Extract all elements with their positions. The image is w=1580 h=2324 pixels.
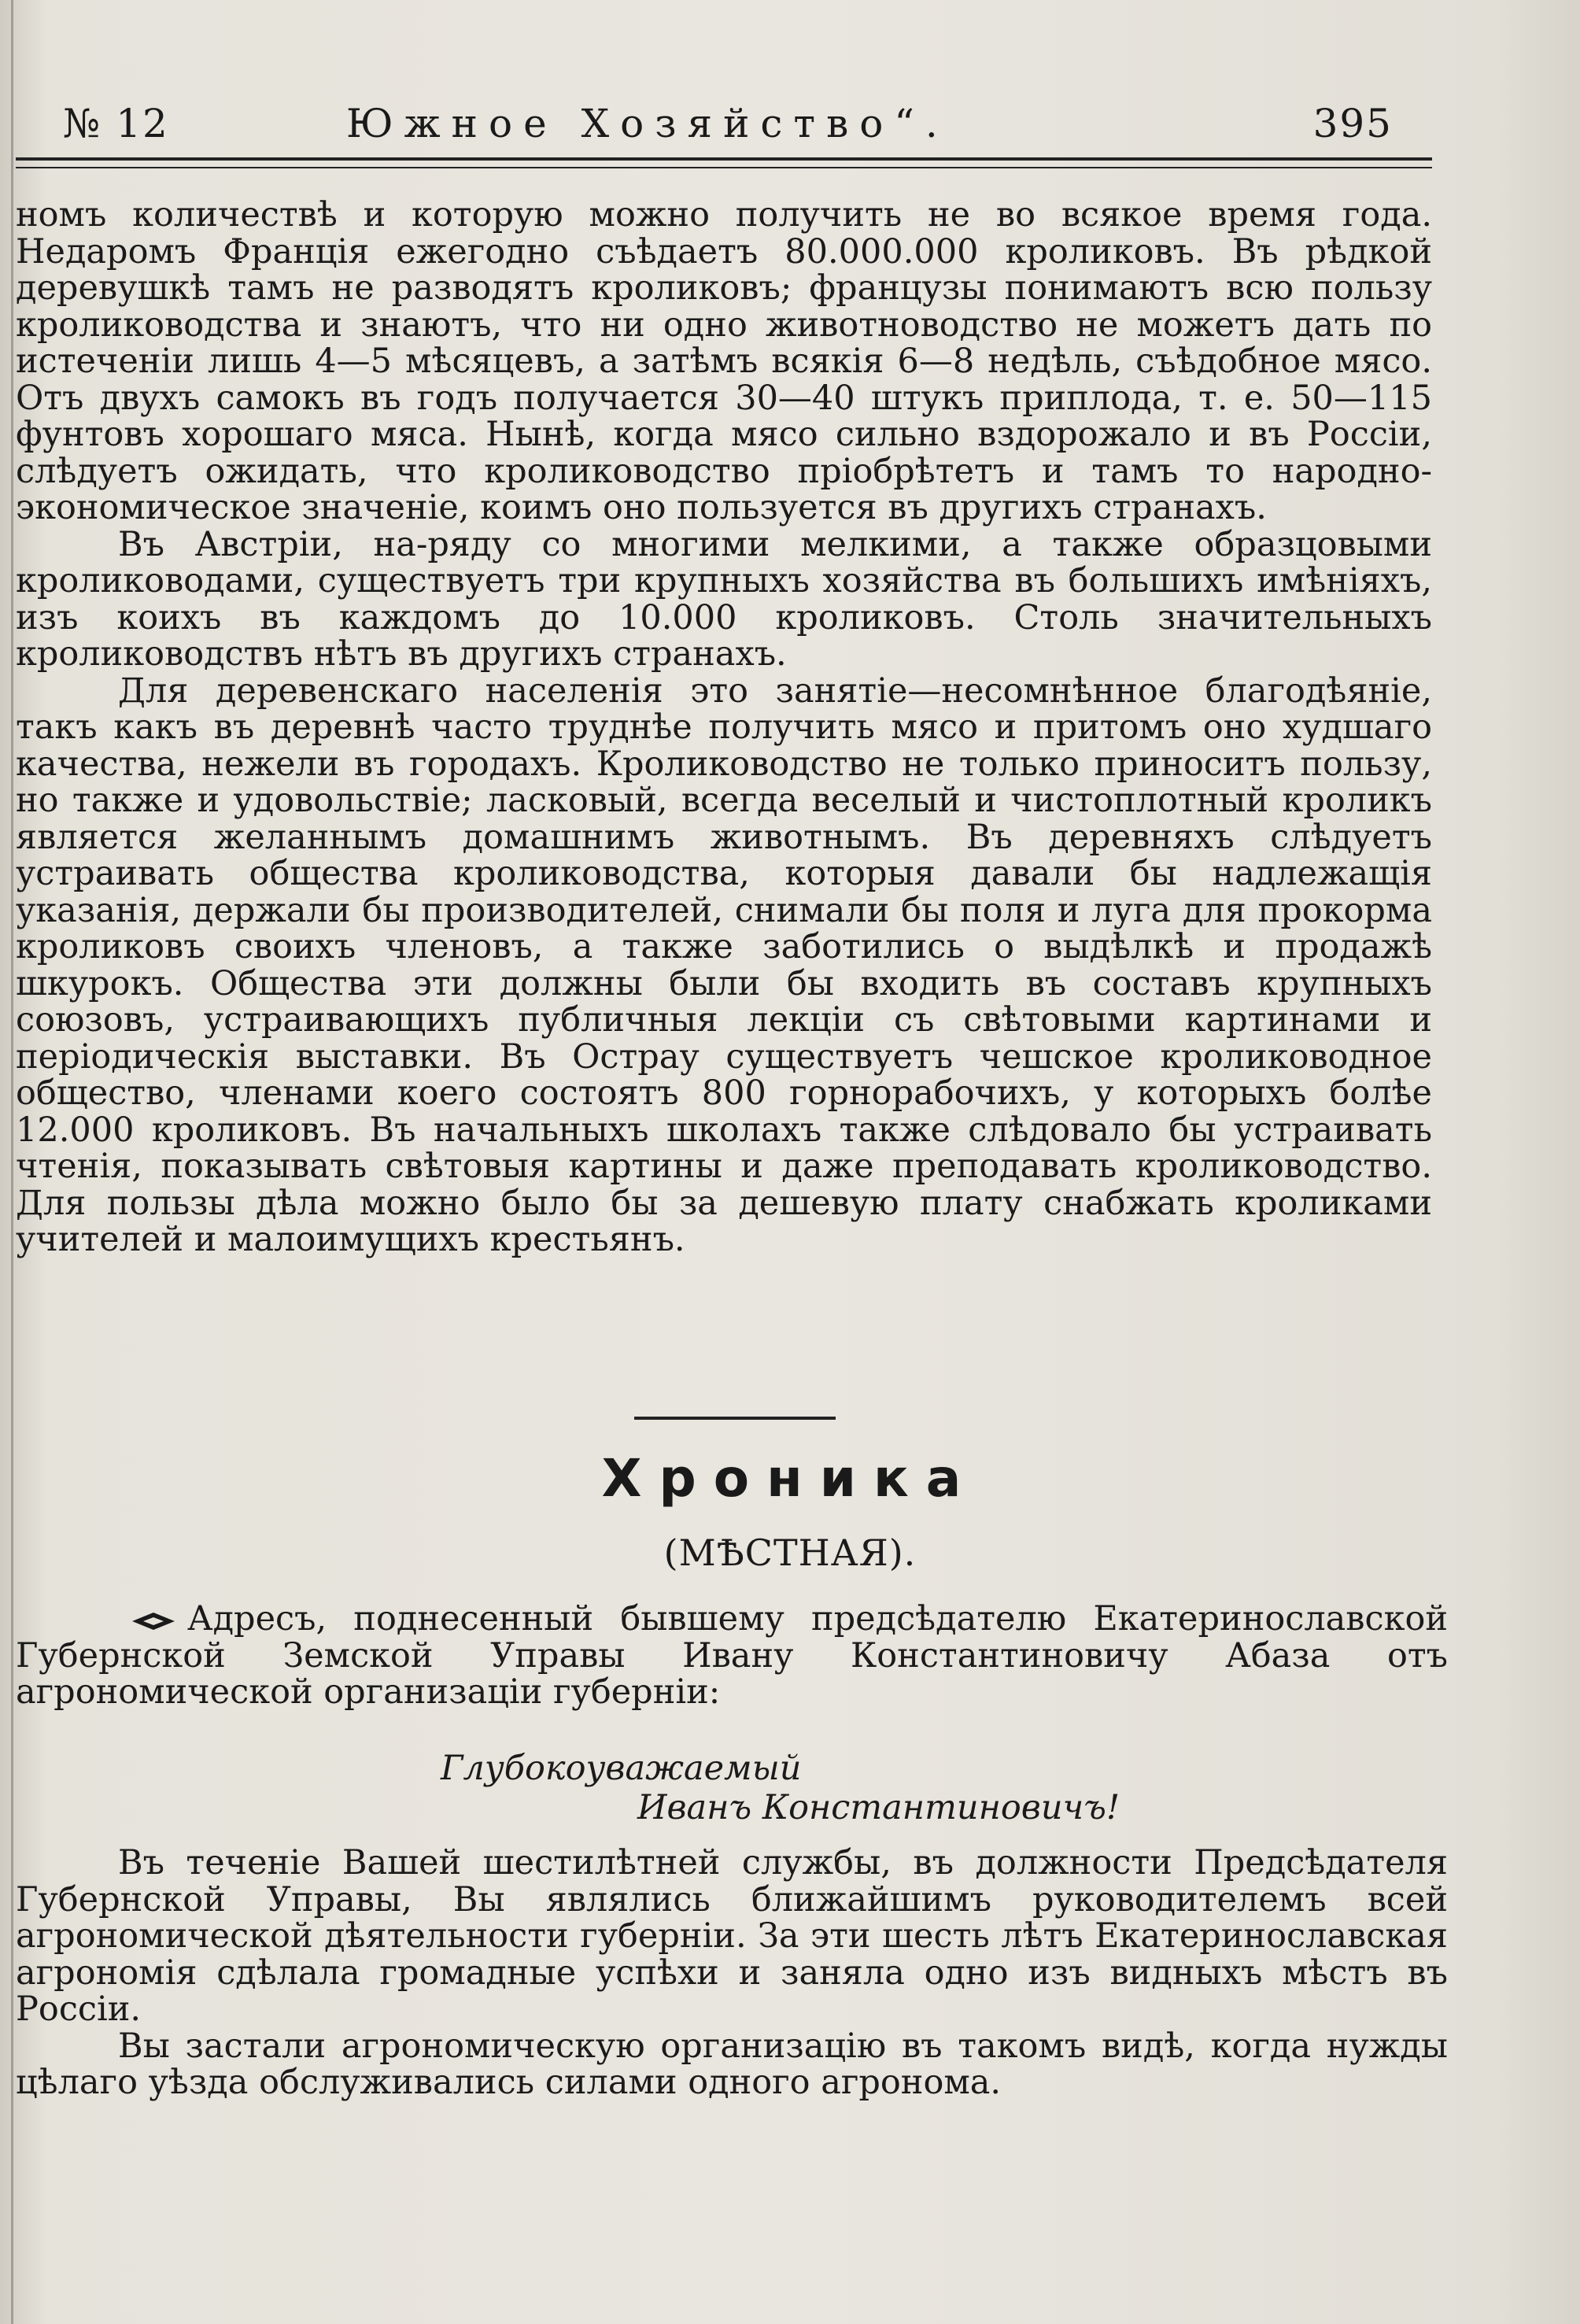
letter-paragraph: Вы застали агрономическую организацiю въ такомъ видѣ, когда нужды цѣлаго уѣзда обслуживались силами одного агронома. [16,2026,1448,2102]
intro-text: Адресъ, поднесенный бывшему предсѣдателю Екатеринославской Губернской Земской Управы Ивану Константиновичу Абаза отъ агрономической организацiи губернiи: [16,1599,1448,1712]
journal-title: Южное Хозяйство“. [346,101,949,146]
chronicle-intro [16,1601,1448,1711]
address-letter [16,1845,1448,2101]
issue-number: № 12 [63,101,169,146]
salutation-line-1: Глубокоуважаемый [441,1749,802,1788]
diamond-ornament-icon [132,1612,175,1631]
salutation-line-2: Иванъ Константиновичъ! [637,1788,1120,1827]
section-divider [634,1417,836,1420]
article-paragraph: номъ количествѣ и которую можно получить не во всякое время года. Недаромъ Францiя ежегодно съѣдаетъ 80.000.000 кроликовъ. Въ рѣдкой деревушкѣ тамъ не разводятъ кроликовъ; французы понимаютъ всю пользу кролиководства и знаютъ, что ни одно животноводство не можетъ дать по истеченiи лишь 4—5 мѣсяцевъ, а затѣмъ всякiя 6—8 недѣль, съѣдобное мясо. Отъ двухъ самокъ въ годъ получается 30—40 штукъ приплода, т. е. 50—115 фунтовъ хорошаго мяса. Нынѣ, когда мясо сильно вздорожало и въ Россiи, слѣдуетъ ожидать, что кролиководство прiобрѣтетъ и тамъ то народно-экономическое значенiе, коимъ оно пользуется въ другихъ странахъ. [16,195,1432,527]
article-paragraph: Для деревенскаго населенiя это занятiе—несомнѣнное благодѣянiе, такъ какъ въ деревнѣ часто труднѣе получить мясо и притомъ оно худшаго качества, нежели въ городахъ. Кролиководство не только приноситъ пользу, но также и удовольствiе; ласковый, всегда веселый и чистоплотный кроликъ является желаннымъ домашнимъ животнымъ. Въ деревняхъ слѣдуетъ устраивать общества кролиководства, которыя давали бы надлежащiя указанiя, держали бы производителей, снимали бы поля и луга для прокорма кроликовъ своихъ членовъ, а также заботились о выдѣлкѣ и продажѣ шкурокъ. Общества эти должны были бы входить въ составъ крупныхъ союзовъ, устраивающихъ публичныя лекцiи съ свѣтовыми картинами и перiодическiя выставки. Въ Острау существуетъ чешское кролиководное общество, членами коего состоятъ 800 горнорабочихъ, у которыхъ болѣе 12.000 кроликовъ. Въ начальныхъ школахъ также слѣдовало бы устраивать чтенiя, показывать свѣтовыя картины и даже преподавать кролиководство. Для пользы дѣла можно было бы за дешевую плату снабжать кроликами учителей и малоимущихъ крестьянъ. [16,671,1432,1259]
header-rule-thin [16,167,1432,168]
letter-paragraph: Въ теченiе Вашей шестилѣтней службы, въ должности Предсѣдателя Губернской Управы, Вы являлись ближайшимъ руководителемъ всей агрономической дѣятельности губернiи. За эти шесть лѣтъ Екатеринославская агрономiя сдѣлала громадные успѣхи и заняла одно изъ видныхъ мѣстъ въ Россiи. [16,1843,1448,2029]
section-title: Хроника [601,1448,979,1509]
article-body [16,197,1432,1258]
section-subtitle: (МѢСТНАЯ). [663,1531,917,1574]
article-paragraph: Въ Австрiи, на-ряду со многими мелкими, а также образцовыми кролиководами, существуетъ три крупныхъ хозяйства въ большихъ имѣнiяхъ, изъ коихъ въ каждомъ до 10.000 кроликовъ. Столь значительныхъ кролиководствъ нѣтъ въ другихъ странахъ. [16,524,1432,674]
running-header [63,101,1393,156]
binding-edge [11,0,13,2324]
page-number: 395 [1312,101,1393,146]
header-rule-thick [16,157,1432,161]
